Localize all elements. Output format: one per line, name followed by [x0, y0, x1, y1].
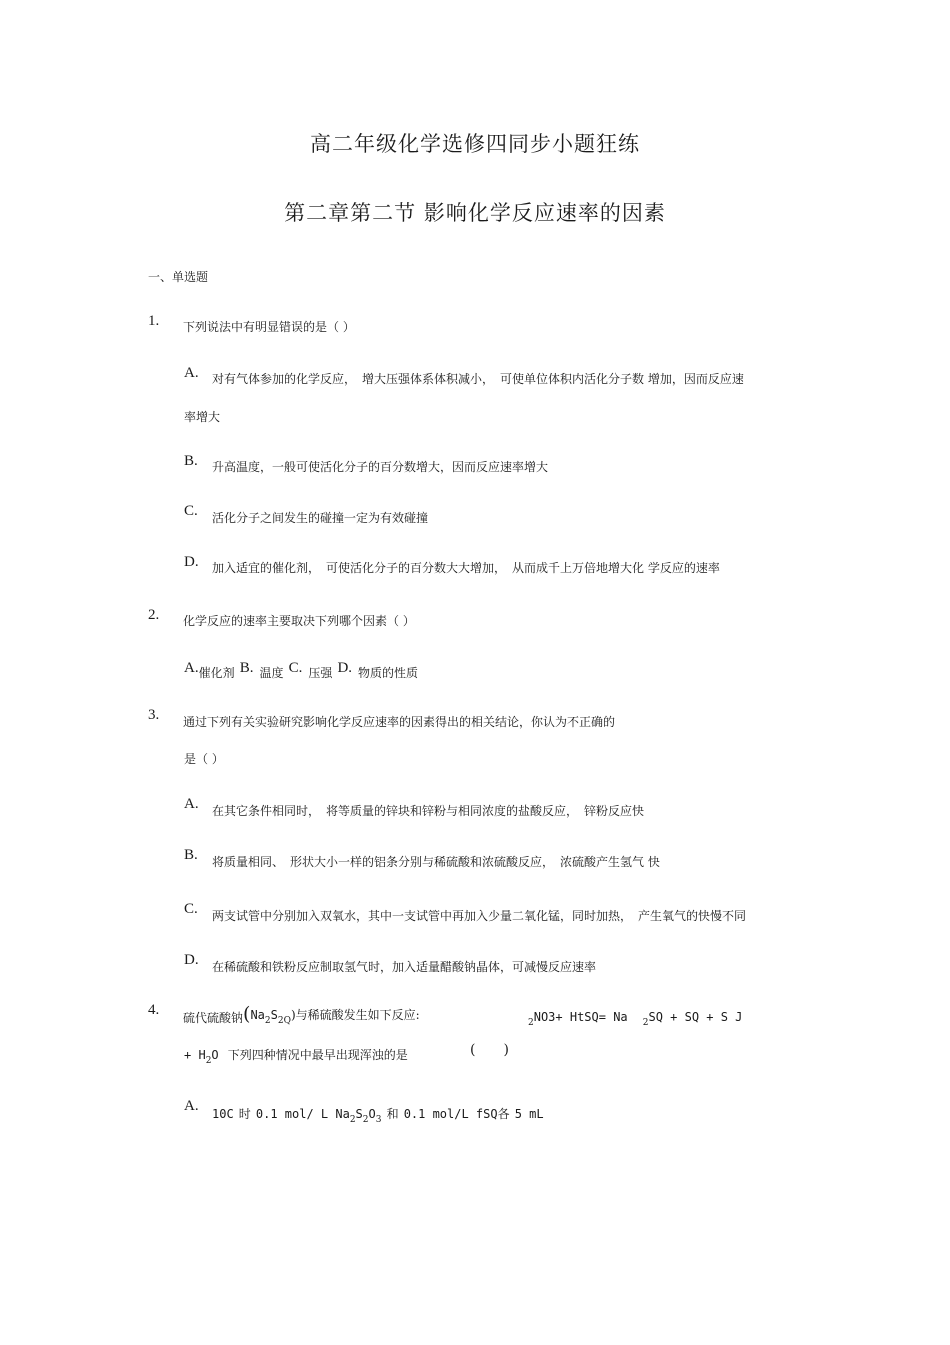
q4-a-s: S: [355, 1107, 363, 1121]
q3-stem: 通过下列有关实验研究影响化学反应速率的因素得出的相关结论，你认为不正确的: [183, 715, 616, 729]
q2-options-row: [184, 657, 419, 680]
q4-eq-text2: SQ + SQ + S J: [648, 1010, 743, 1024]
q3-option-d-label: D.: [184, 952, 199, 968]
q1-number: 1.: [148, 313, 160, 329]
q4-a-sub1: 2: [349, 1115, 356, 1125]
q2-stem: 化学反应的速率主要取决下列哪个因素（ ）: [183, 614, 415, 628]
q4-a-temp: 10C: [212, 1107, 234, 1121]
section-heading: 一、单选题: [148, 270, 209, 284]
q3-number: 3.: [148, 707, 160, 723]
q4-formula-na: Na: [250, 1008, 265, 1022]
q3-option-c-text: 两支试管中分别加入双氧水，其中一支试管中再加入少量二氧化锰，同时加热， 产生氧气的快慢不同: [212, 909, 747, 923]
q4-number: 4.: [148, 1002, 160, 1018]
q4-a-conc1: 0.1 mol/ L Na: [255, 1107, 350, 1121]
q4-stem: [183, 1002, 420, 1024]
q4-a-sub2: 2: [362, 1115, 369, 1125]
q4-formula-s: S: [270, 1008, 278, 1022]
q4-eq-text: NO3+ HtSQ= Na: [533, 1010, 628, 1024]
q4-line2-text: 下列四种情况中最早出现浑浊的是: [227, 1048, 408, 1062]
q4-option-a-text: [212, 1103, 544, 1125]
q3-option-b-label: B.: [184, 847, 198, 863]
q2-option-a-label: A.: [184, 660, 199, 676]
q4-formula-sub1: 2: [264, 1016, 271, 1026]
q2-number: 2.: [148, 607, 160, 623]
q2-option-b-label: B.: [239, 660, 254, 676]
q3-option-a-label: A.: [184, 796, 199, 812]
q4-a-volume: 5 mL: [514, 1107, 544, 1121]
q1-option-a-label: A.: [184, 365, 199, 381]
q4-equation: [528, 1006, 743, 1028]
q4-option-a-label: A.: [184, 1098, 199, 1114]
q3-option-d-text: 在稀硫酸和铁粉反应制取氢气时，加入适量醋酸钠晶体，可减慢反应速率: [212, 960, 597, 974]
q3-option-b-text: 将质量相同、 形状大小一样的铝条分别与稀硫酸和浓硫酸反应， 浓硫酸产生氢气 快: [212, 855, 660, 869]
q2-option-b-text: 温度: [259, 666, 284, 680]
q4-stem-text-cont: )与稀硫酸发生如下反应:: [290, 1008, 420, 1022]
q1-option-b-label: B.: [184, 453, 198, 469]
q4-stem-text: 硫代硫酸钠: [183, 1011, 244, 1025]
q4-a-and: 和: [386, 1107, 399, 1121]
q2-option-c-label: C.: [288, 660, 303, 676]
q2-option-d-text: 物质的性质: [358, 666, 419, 680]
q4-a-o: O: [368, 1107, 376, 1121]
q3-option-a-text: 在其它条件相同时， 将等质量的锌块和锌粉与相同浓度的盐酸反应， 锌粉反应快: [212, 804, 645, 818]
q2-option-c-text: 压强: [308, 666, 333, 680]
q4-line2-plus-h: + H: [184, 1048, 206, 1062]
q2-option-d-label: D.: [337, 660, 353, 676]
q4-answer-paren: ( ): [470, 1042, 509, 1058]
q4-formula-sub2: 2Q: [277, 1016, 291, 1026]
q1-option-d-label: D.: [184, 554, 199, 570]
q2-option-a-text: 催化剂: [198, 666, 235, 680]
q1-stem: 下列说法中有明显错误的是（ ）: [183, 320, 355, 334]
q4-eq-sub2: 2: [642, 1018, 649, 1028]
q1-option-b-text: 升高温度，一般可使活化分子的百分数增大，因而反应速率增大: [212, 460, 549, 474]
q1-option-a-text: 对有气体参加的化学反应， 增大压强体系体积减小， 可使单位体积内活化分子数 增加，因而反应速: [212, 372, 744, 386]
q1-option-a-text-cont: 率增大: [184, 410, 221, 424]
q4-line2-o: O: [211, 1048, 219, 1062]
q4-a-conc2: 0.1 mol/L fSQ: [403, 1107, 498, 1121]
q4-a-sub3: 3: [375, 1115, 382, 1125]
q4-line2-sub: 2: [205, 1056, 212, 1066]
q1-option-c-text: 活化分子之间发生的碰撞一定为有效碰撞: [212, 511, 429, 525]
q4-paren-open: (: [243, 1003, 251, 1025]
q4-a-when: 时: [238, 1107, 251, 1121]
q1-option-d-text: 加入适宜的催化剂， 可使活化分子的百分数大大增加， 从而成千上万倍地增大化 学反应的速率: [212, 561, 720, 575]
q4-stem-line2: [184, 1044, 408, 1066]
q3-stem-cont: 是（ ）: [184, 752, 224, 766]
q4-a-each: 各: [497, 1107, 510, 1121]
q3-option-c-label: C.: [184, 901, 198, 917]
q4-eq-sub: 2: [528, 1018, 534, 1028]
document-title: 高二年级化学选修四同步小题狂练: [310, 132, 640, 156]
q1-option-c-label: C.: [184, 503, 198, 519]
document-subtitle: 第二章第二节 影响化学反应速率的因素: [284, 201, 666, 225]
